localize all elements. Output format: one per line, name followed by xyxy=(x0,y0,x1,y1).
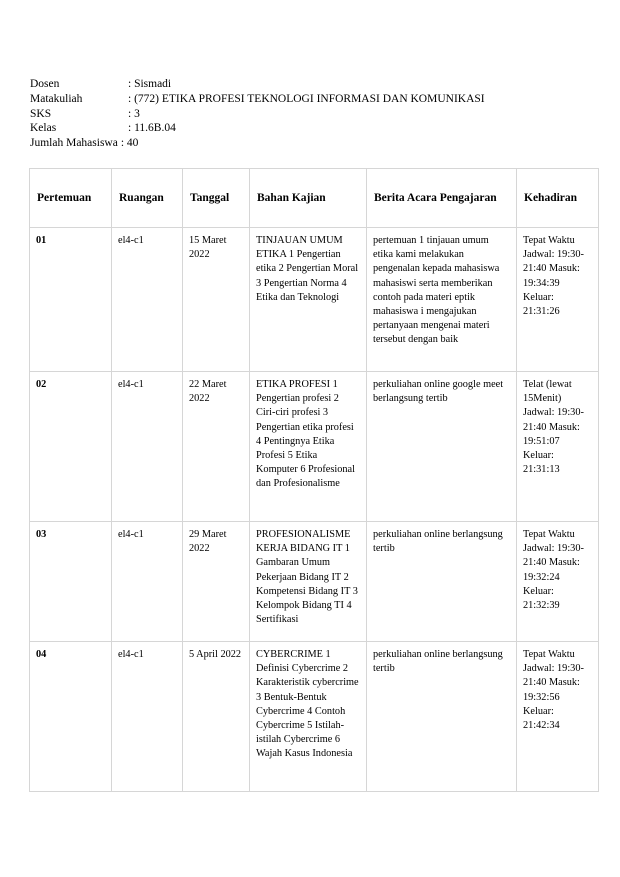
bahan-kajian-cell: ETIKA PROFESI 1 Pengertian profesi 2 Ciri-ciri profesi 3 Pengertian etika profesi 4 Pentingnya Etika Profesi 5 Etika Komputer 6 Profesional dan Profesionalisme xyxy=(250,372,367,522)
ruangan-cell: el4-c1 xyxy=(112,228,183,372)
pertemuan-cell: 01 xyxy=(30,228,112,372)
bahan-kajian-cell: PROFESIONALISME KERJA BIDANG IT 1 Gambaran Umum Pekerjaan Bidang IT 2 Kompetensi Bidang IT 3 Kelompok Bidang TI 4 Sertifikasi xyxy=(250,522,367,642)
tanggal-cell: 22 Maret 2022 xyxy=(183,372,250,522)
tanggal-cell: 15 Maret 2022 xyxy=(183,228,250,372)
jumlah-row xyxy=(30,136,485,151)
column-header-ruangan: Ruangan xyxy=(112,169,183,228)
kehadiran-cell: Tepat Waktu Jadwal: 19:30-21:40 Masuk: 19:32:24 Keluar: 21:32:39 xyxy=(517,522,599,642)
course-info xyxy=(30,77,485,151)
kehadiran-cell: Tepat Waktu Jadwal: 19:30-21:40 Masuk: 19:32:56 Keluar: 21:42:34 xyxy=(517,642,599,792)
bahan-kajian-cell: CYBERCRIME 1 Definisi Cybercrime 2 Karakteristik cybercrime 3 Bentuk-Bentuk Cybercrime 4 Contoh Cybercrime 5 Istilah-istilah Cybercrime 6 Wajah Kasus Indonesia xyxy=(250,642,367,792)
sks-value: : 3 xyxy=(128,107,140,120)
jumlah-value: : 40 xyxy=(120,137,139,150)
kehadiran-cell: Telat (lewat 15Menit) Jadwal: 19:30-21:40 Masuk: 19:51:07 Keluar: 21:31:13 xyxy=(517,372,599,522)
attendance-table xyxy=(29,168,599,792)
bahan-kajian-cell: TINJAUAN UMUM ETIKA 1 Pengertian etika 2 Pengertian Moral 3 Pengertian Norma 4 Etika dan Teknologi xyxy=(250,228,367,372)
ruangan-cell: el4-c1 xyxy=(112,522,183,642)
column-header-pertemuan: Pertemuan xyxy=(30,169,112,228)
kehadiran-cell: Tepat Waktu Jadwal: 19:30-21:40 Masuk: 19:34:39 Keluar: 21:31:26 xyxy=(517,228,599,372)
dosen-row xyxy=(30,77,485,92)
kelas-value: : 11.6B.04 xyxy=(128,122,176,135)
table-row xyxy=(30,228,599,372)
column-header-berita-acara: Berita Acara Pengajaran xyxy=(367,169,517,228)
matakuliah-label: Matakuliah xyxy=(30,92,83,105)
berita-acara-cell: pertemuan 1 tinjauan umum etika kami melakukan pengenalan kepada mahasiswa mahasiswi serta memberikan contoh pada materi eptik mahasiswa i mengajukan pertanyaan mengenai materi tersebut dengan baik xyxy=(367,228,517,372)
berita-acara-cell: perkuliahan online berlangsung tertib xyxy=(367,522,517,642)
sks-label: SKS xyxy=(30,107,52,120)
dosen-value: : Sismadi xyxy=(128,78,172,90)
kelas-row xyxy=(30,121,485,136)
sks-row xyxy=(30,107,485,122)
pertemuan-cell: 04 xyxy=(30,642,112,792)
berita-acara-cell: perkuliahan online google meet berlangsung tertib xyxy=(367,372,517,522)
column-header-kehadiran: Kehadiran xyxy=(517,169,599,228)
table-row xyxy=(30,372,599,522)
matakuliah-value: : (772) ETIKA PROFESI TEKNOLOGI INFORMASI DAN KOMUNIKASI xyxy=(128,92,485,105)
table-row xyxy=(30,642,599,792)
berita-acara-cell: perkuliahan online berlangsung tertib xyxy=(367,642,517,792)
pertemuan-cell: 03 xyxy=(30,522,112,642)
tanggal-cell: 5 April 2022 xyxy=(183,642,250,792)
jumlah-label: Jumlah Mahasiswa xyxy=(30,137,118,150)
kelas-label: Kelas xyxy=(30,122,57,135)
dosen-label: Dosen xyxy=(30,78,60,90)
ruangan-cell: el4-c1 xyxy=(112,642,183,792)
matakuliah-row xyxy=(30,92,485,107)
table-row xyxy=(30,522,599,642)
ruangan-cell: el4-c1 xyxy=(112,372,183,522)
pertemuan-cell: 02 xyxy=(30,372,112,522)
table-header-row xyxy=(30,169,599,228)
column-header-tanggal: Tanggal xyxy=(183,169,250,228)
tanggal-cell: 29 Maret 2022 xyxy=(183,522,250,642)
column-header-bahan-kajian: Bahan Kajian xyxy=(250,169,367,228)
